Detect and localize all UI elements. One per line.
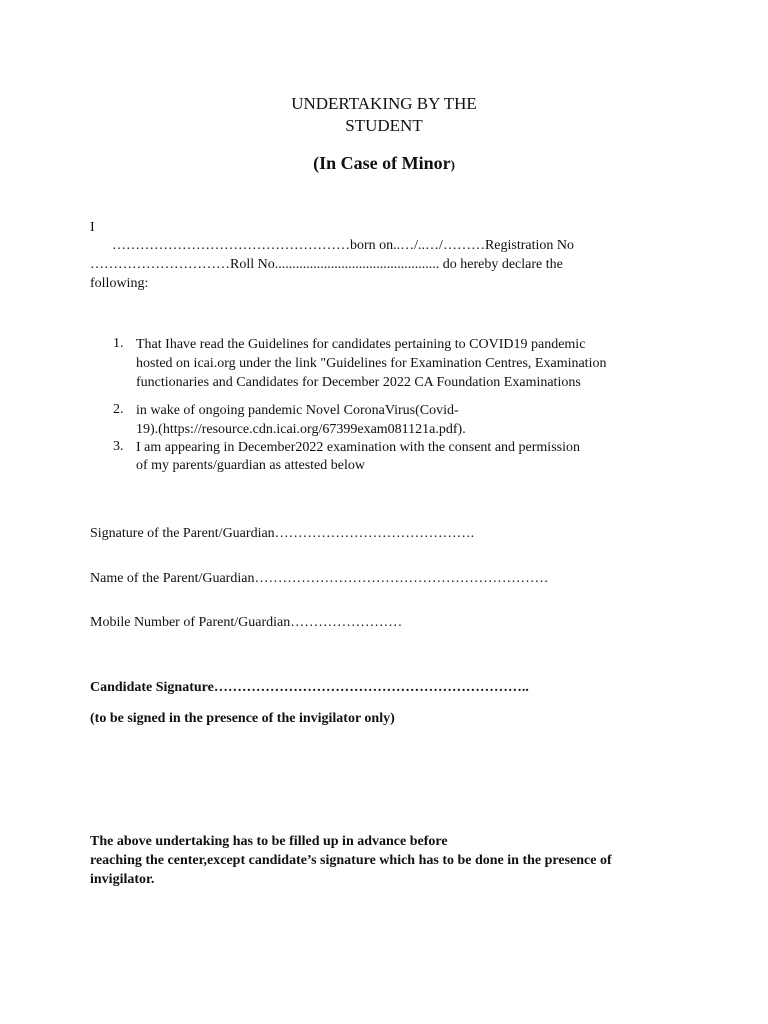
parent-name-field: Name of the Parent/Guardian……………………………………………………… [90,571,549,586]
list-item-1-line-2: hosted on icai.org under the link "Guidelines for Examination Centres, Examination [136,356,607,371]
list-item-1-line-3: functionaries and Candidates for December 2022 CA Foundation Examinations [136,375,581,390]
list-item-2-line-1: in wake of ongoing pandemic Novel CoronaVirus(Covid- [136,403,459,418]
subtitle-text: (In Case of Minor [313,153,451,173]
list-item-2-line-2: 19).(https://resource.cdn.icai.org/67399exam081121a.pdf). [136,422,466,437]
invigilator-note: (to be signed in the presence of the invigilator only) [90,711,395,726]
document-title-line-2: STUDENT [345,116,423,135]
footer-note-line-1: The above undertaking has to be filled up in advance before [90,834,448,849]
subtitle-close-paren: ) [450,157,455,172]
list-item-3-line-1: I am appearing in December2022 examination with the consent and permission [136,440,580,455]
declaration-line-2: ……………………………………………born on..…/..…/………Registration No [112,238,574,253]
declaration-line-4: following: [90,276,149,291]
declaration-line-3: …………………………Roll No............................................... do hereby declare the [90,257,563,272]
list-item-number-3: 3. [113,439,124,454]
list-item-number-1: 1. [113,336,124,351]
list-item-3-line-2: of my parents/guardian as attested below [136,458,365,473]
document-subtitle [0,152,768,176]
parent-mobile-field: Mobile Number of Parent/Guardian…………………… [90,615,403,630]
candidate-signature-field: Candidate Signature………………………………………………………….. [90,680,529,695]
list-item-1-line-1: That Ihave read the Guidelines for candidates pertaining to COVID19 pandemic [136,337,586,352]
document-title-line-1: UNDERTAKING BY THE [291,94,477,113]
footer-note-line-2: reaching the center,except candidate’s signature which has to be done in the presence of [90,853,612,868]
declaration-line-1: I [90,220,95,235]
list-item-number-2: 2. [113,402,124,417]
parent-signature-field: Signature of the Parent/Guardian……………………………………. [90,526,475,541]
footer-note-line-3: invigilator. [90,872,155,887]
